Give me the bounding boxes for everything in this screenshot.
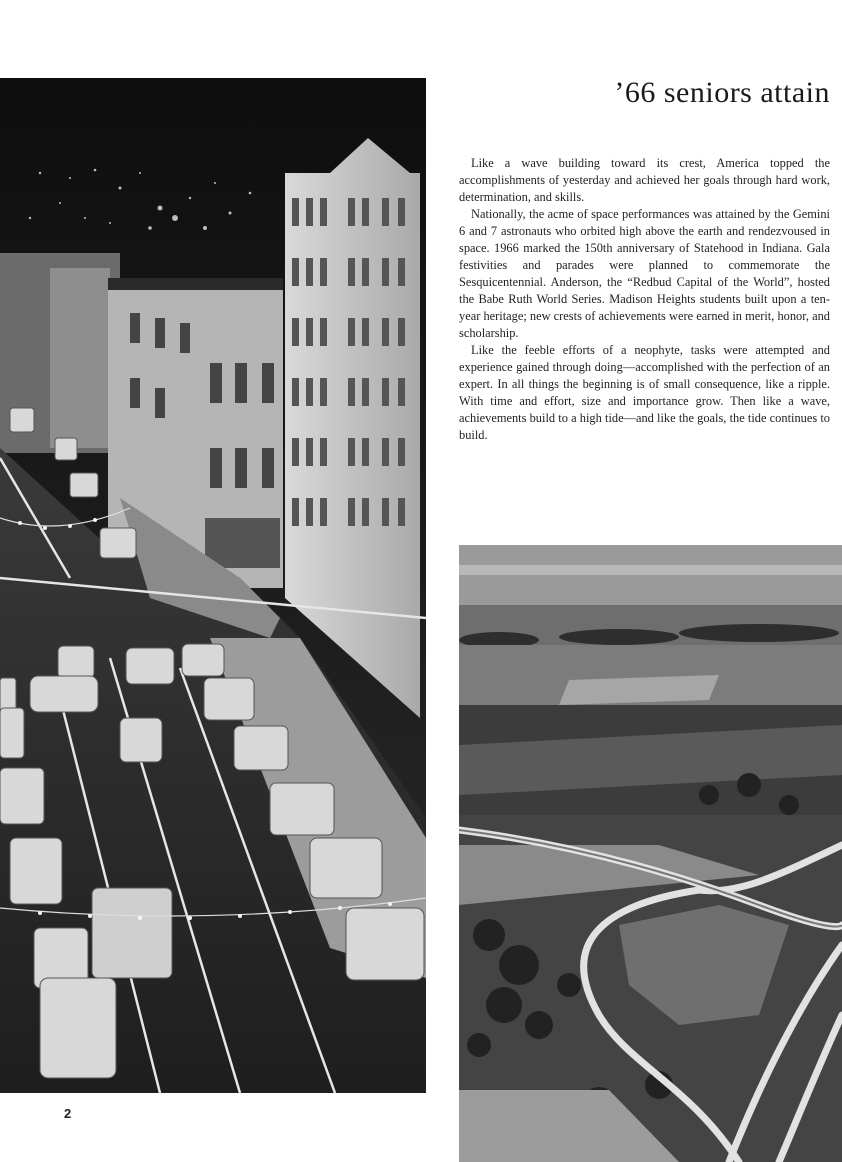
article-paragraph: Nationally, the acme of space performances was attained by the Gemini 6 and 7 astronauts who orbited high above the earth and rendezvoused in space. 1966 marked the 150th anniversary of Statehood in Indiana. Gala festivities and parades were planned to commemorate the Sesquicentennial. Anderson, the “Redbud Capital of the World”, hosted the Babe Ruth World Series. Madison Heights students built upon a ten-year heritage; new crests of achievements were earned in merit, honor, and scholarship. [459, 207, 830, 340]
downtown-street-photo [0, 78, 426, 1093]
article-paragraph: Like the feeble efforts of a neophyte, tasks were attempted and experience gained through doing—accomplished with the perfection of an expert. In all things the beginning is of small consequence, like a ripple. With time and effort, size and importance grow. Then like a wave, achievements build to a high tide—and like the goals, the tide continues to build. [459, 343, 830, 442]
article-paragraph: Like a wave building toward its crest, America topped the accomplishments of yesterday and achieved her goals through hard work, determination, and skills. [459, 156, 830, 204]
aerial-interchange-photo [459, 545, 842, 1162]
downtown-street-illustration [0, 78, 426, 1093]
page-headline: ’66 seniors attain [614, 76, 830, 109]
aerial-interchange-illustration [459, 545, 842, 1162]
article-body [459, 155, 830, 444]
page-number: 2 [64, 1106, 72, 1121]
